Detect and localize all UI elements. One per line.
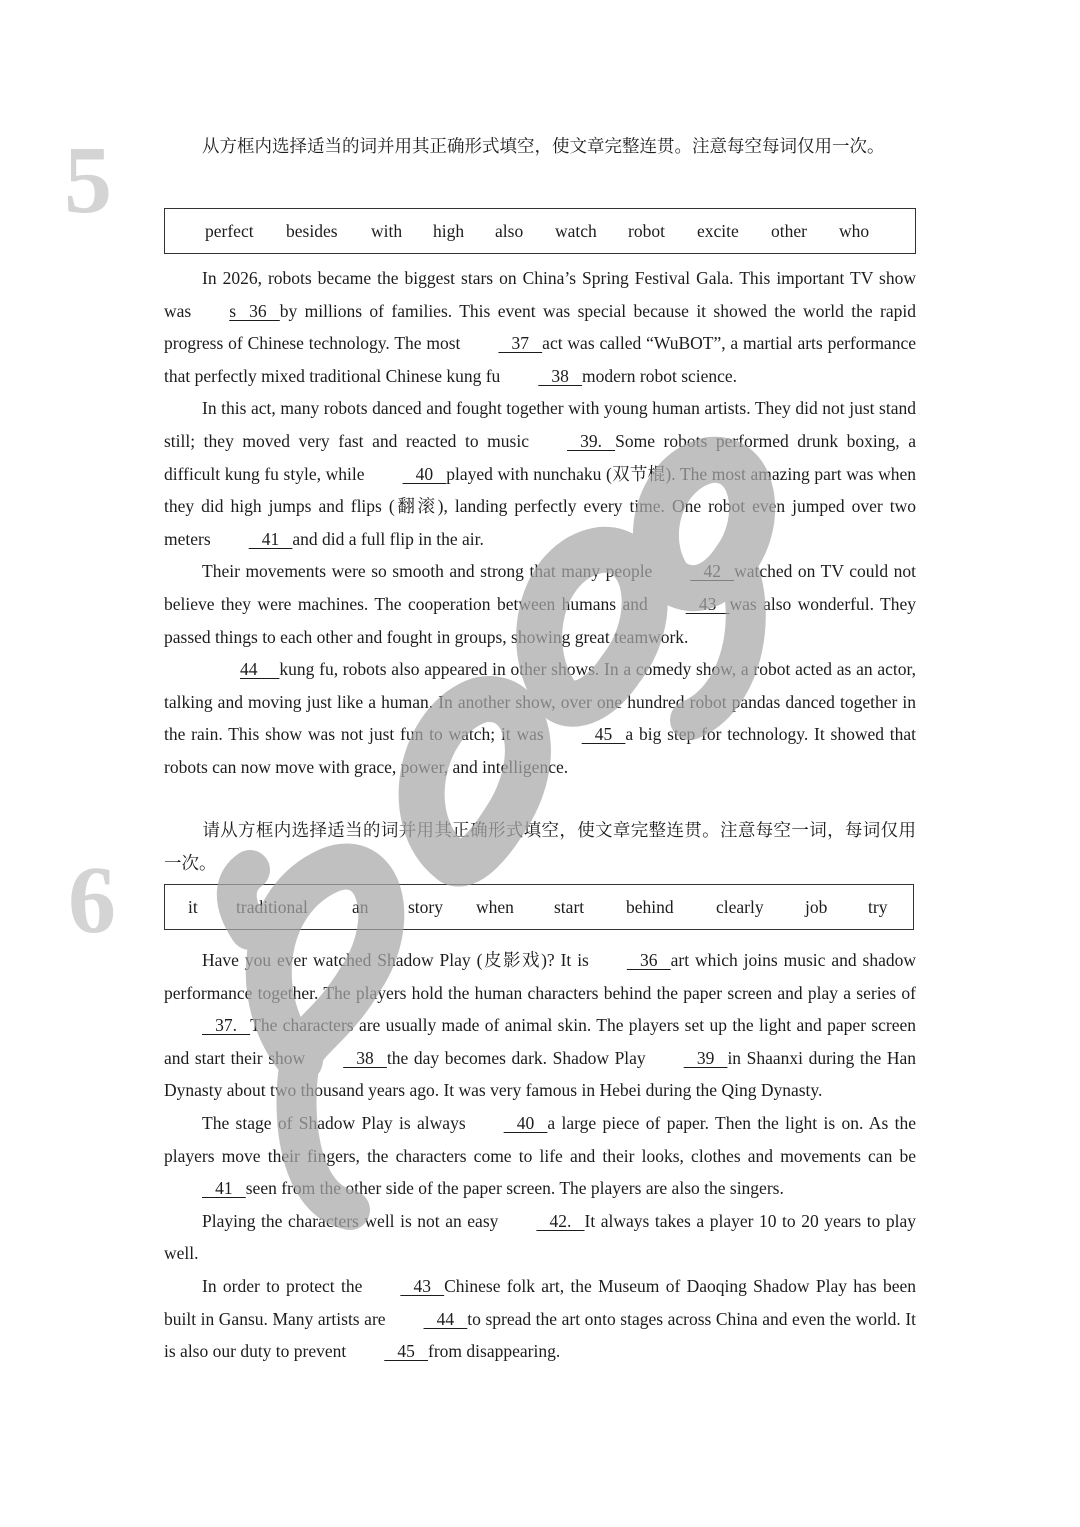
passage-text: a big step for technology. It showed that robots can now move with grace, power, and intelligence. — [164, 724, 916, 777]
passage-paragraph — [164, 262, 916, 392]
passage-paragraph — [164, 653, 916, 783]
answer-blank[interactable]: 43 — [685, 593, 730, 614]
answer-blank[interactable]: 43 — [400, 1275, 445, 1296]
passage-text: art which joins music and shadow performance together. The players hold the human characters behind the paper screen and play a series of — [164, 950, 917, 1003]
passage-text: It always takes a player 10 to 20 years to play well. — [164, 1210, 917, 1264]
passage-paragraph — [164, 1205, 916, 1270]
passage-text: Their movements were so smooth and strong that many people — [202, 561, 653, 582]
passage-text: kung fu, robots also appeared in other shows. In a comedy show, a robot acted as an actor, talking and moving just like a human. In another show, over one hundred robot pandas danced together in the rain. This show was not just fun to watch; it was — [164, 659, 916, 745]
passage-text: to spread the art onto stages across China and even the world. It is also our duty to prevent — [164, 1308, 917, 1362]
word-box-item: watch — [555, 220, 597, 241]
answer-blank[interactable]: 41 — [248, 528, 293, 549]
word-box-item: with — [371, 220, 403, 241]
passage-text: The stage of Shadow Play is always — [202, 1112, 466, 1133]
passage-text: watched on TV could not believe they were machines. The cooperation between humans and — [164, 561, 916, 614]
section-6-passage — [164, 944, 916, 1368]
word-box-item: traditional — [236, 896, 308, 917]
passage-text: Some robots performed drunk boxing, a difficult kung fu style, while — [164, 430, 916, 484]
section-6-number: 6 — [68, 846, 116, 953]
passage-text: act was called “WuBOT”, a martial arts performance that perfectly mixed traditional Chinese kung fu — [164, 333, 916, 386]
passage-text: Have you ever watched Shadow Play (皮影戏)? It is — [202, 950, 589, 970]
word-box-item: start — [554, 896, 585, 917]
answer-blank[interactable]: 42. — [536, 1210, 585, 1231]
passage-text: In 2026, robots became the biggest stars on China’s Spring Festival Gala. This important TV show was — [164, 268, 916, 321]
passage-text: Playing the characters well is not an easy — [202, 1210, 499, 1231]
section-6-word-box — [164, 884, 914, 930]
answer-blank[interactable]: 45 — [384, 1341, 429, 1362]
word-box-item: excite — [697, 220, 739, 241]
passage-text: the day becomes dark. Shadow Play — [386, 1047, 646, 1068]
word-box-item: try — [868, 896, 888, 917]
answer-blank[interactable]: 42 — [690, 561, 735, 582]
answer-blank[interactable]: 41 — [202, 1178, 246, 1199]
passage-text: Chinese folk art, the Museum of Daoqing Shadow Play has been built in Gansu. Many artists are — [164, 1275, 916, 1329]
section-5-passage — [164, 262, 916, 784]
answer-blank[interactable]: 38 — [538, 365, 583, 386]
passage-text: in Shaanxi during the Han Dynasty about two thousand years ago. It was very famous in Hebei during the Qing Dynasty. — [164, 1047, 916, 1101]
passage-text: In this act, many robots danced and fought together with young human artists. They did not just stand still; they moved very fast and reacted to music — [164, 398, 916, 451]
word-box-item: who — [839, 220, 870, 241]
passage-text: a large piece of paper. Then the light is on. As the players move their fingers, the characters come to life and their looks, clothes and movements can be — [164, 1112, 916, 1166]
answer-blank[interactable]: 38 — [343, 1047, 387, 1068]
word-box-item: also — [495, 220, 524, 241]
word-box-item: behind — [626, 896, 674, 917]
word-box-item: an — [352, 896, 369, 917]
answer-blank[interactable]: 36 — [626, 950, 671, 970]
passage-paragraph — [164, 944, 916, 1107]
answer-blank[interactable]: 39 — [683, 1047, 728, 1068]
word-box-item: other — [771, 220, 807, 241]
answer-blank[interactable]: 37. — [202, 1015, 251, 1036]
answer-blank[interactable]: s 36 — [229, 300, 280, 321]
section-5-number: 5 — [64, 126, 112, 233]
word-box-item: clearly — [716, 896, 764, 917]
passage-paragraph — [164, 1107, 916, 1205]
section-6-instruction — [164, 814, 916, 880]
passage-text: by millions of families. This event was special because it showed the world the rapid progress of Chinese technology. The most — [164, 300, 916, 354]
word-box-item: story — [408, 896, 443, 917]
answer-blank[interactable]: 45 — [581, 724, 626, 745]
answer-blank[interactable]: 37 — [498, 333, 543, 354]
answer-blank[interactable]: 40 — [503, 1112, 548, 1133]
section-5-instruction-text: 从方框内选择适当的词并用其正确形式填空，使文章完整连贯。注意每空每词仅用一次。 — [202, 136, 885, 156]
passage-paragraph — [164, 392, 916, 555]
answer-blank[interactable]: 40 — [402, 463, 447, 484]
section-5-word-box — [164, 208, 916, 254]
word-box-item: high — [433, 220, 465, 241]
answer-blank[interactable]: 44 — [423, 1308, 468, 1329]
answer-blank[interactable]: 44 — [240, 659, 280, 680]
passage-text: from disappearing. — [428, 1341, 561, 1362]
word-box-item: it — [188, 896, 198, 917]
passage-text: was also wonderful. They passed things to each other and fought in groups, showing great teamwork. — [164, 593, 916, 647]
word-box-item: besides — [286, 220, 338, 241]
word-box-item: robot — [628, 220, 665, 241]
passage-text: In order to protect the — [202, 1275, 363, 1296]
passage-text: The characters are usually made of animal skin. The players set up the light and paper screen and start their show — [164, 1015, 916, 1068]
passage-paragraph — [164, 1270, 916, 1368]
section-5-instruction — [164, 130, 916, 163]
passage-text: and did a full flip in the air. — [292, 528, 484, 549]
passage-text: played with nunchaku (双节棍). The most amazing part was when they did high jumps and flips (翻滚), landing perfectly every time. One robot even jumped over two meters — [164, 463, 916, 549]
passage-text: seen from the other side of the paper screen. The players are also the singers. — [245, 1178, 784, 1199]
word-box-item: job — [805, 896, 828, 917]
passage-text: modern robot science. — [582, 365, 738, 386]
passage-paragraph — [164, 555, 916, 653]
section-6-instruction-text: 请从方框内选择适当的词并用其正确形式填空，使文章完整连贯。注意每空一词，每词仅用一次。 — [164, 820, 916, 873]
answer-blank[interactable]: 39. — [566, 430, 616, 451]
word-box-item: when — [476, 896, 514, 917]
word-box-item: perfect — [205, 220, 254, 241]
